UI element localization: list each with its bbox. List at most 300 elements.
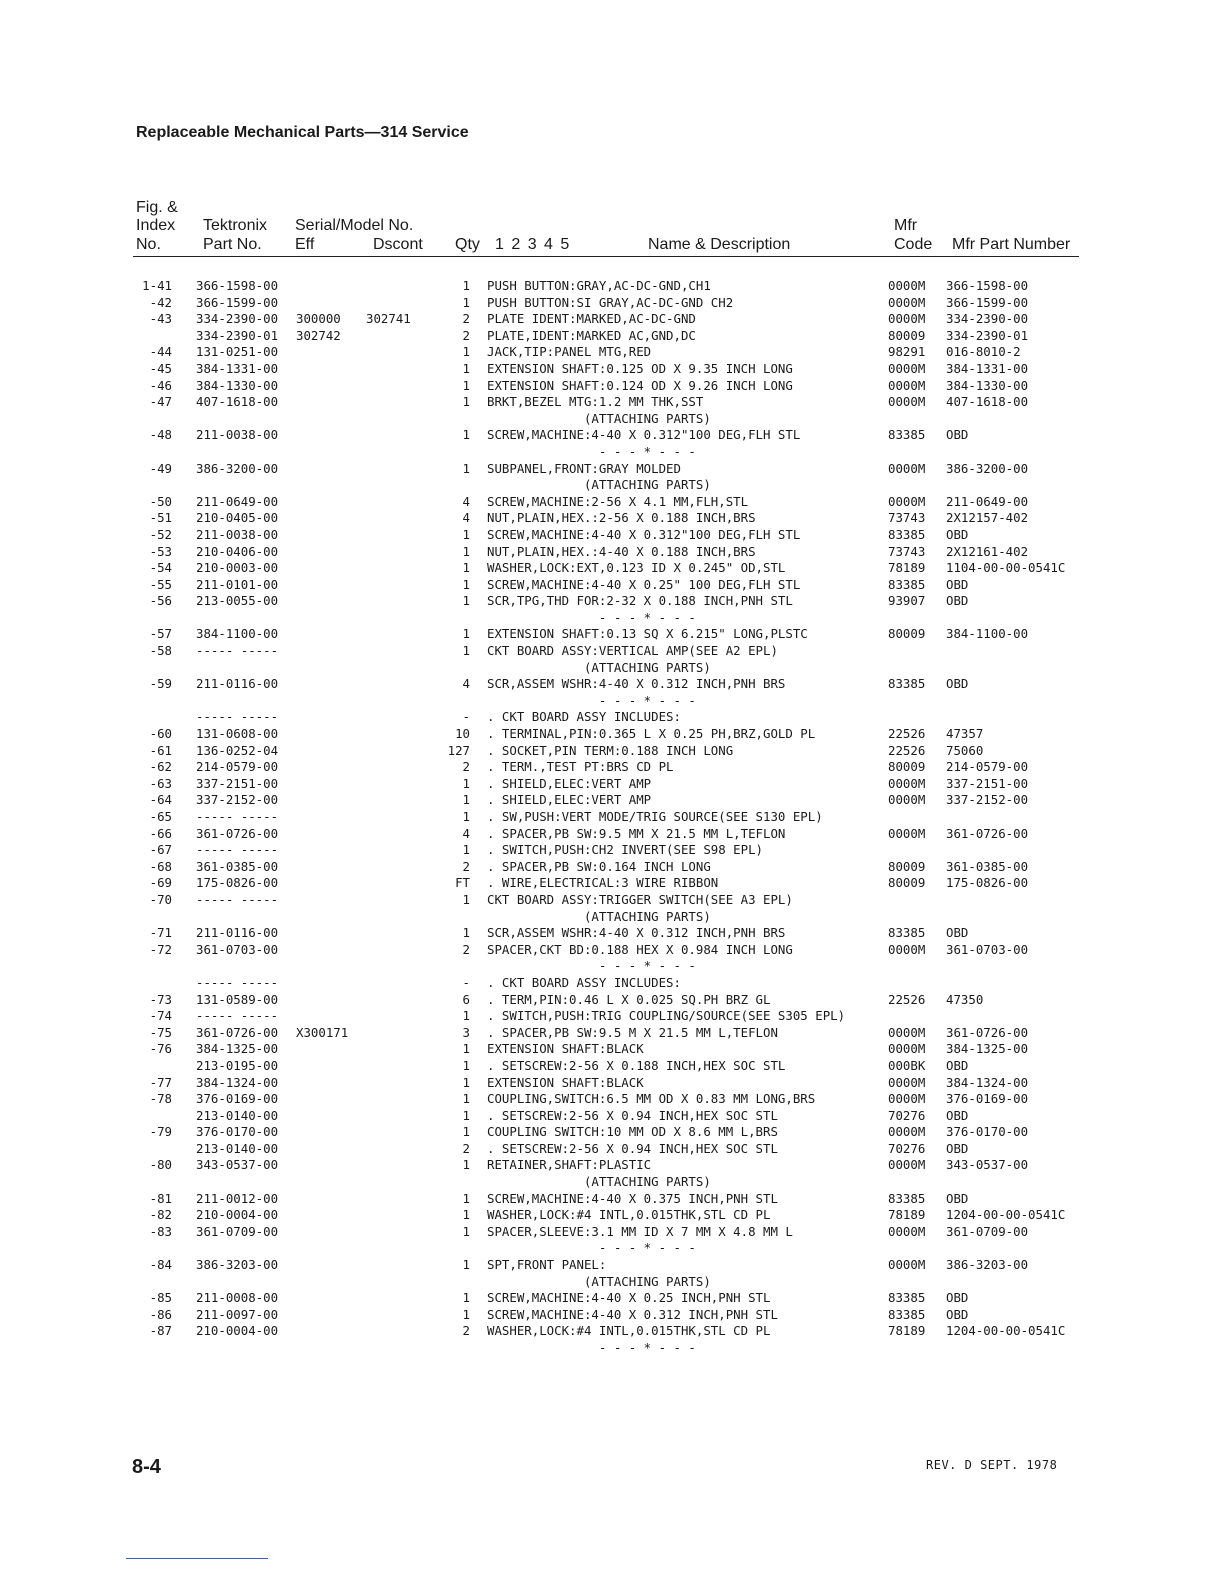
cell-name-description: . SWITCH,PUSH:TRIG COUPLING/SOURCE(SEE S305 EPL) <box>487 1008 846 1024</box>
cell-name-description: . SW,PUSH:VERT MODE/TRIG SOURCE(SEE S130 EPL) <box>487 809 823 824</box>
cell-mfr-code: 83385 <box>888 1190 926 1206</box>
cell-mfr-code: 73743 <box>888 543 926 559</box>
cell-name-description: SCREW,MACHINE:2-56 X 4.1 MM,FLH,STL <box>487 493 749 509</box>
cell-name-description: . SPACER,PB SW:9.5 MM X 21.5 MM L,TEFLON <box>487 825 786 841</box>
cell-mfr-code: 73743 <box>888 510 926 526</box>
cell-qty: 1 <box>462 294 470 310</box>
cell-qty: 1 <box>462 460 470 476</box>
cell-name-description: CKT BOARD ASSY:TRIGGER SWITCH(SEE A3 EPL) <box>487 891 793 907</box>
cell-mfr-code: 0000M <box>888 1223 926 1239</box>
cell-mfr-code: 0000M <box>888 792 926 808</box>
cell-qty: 1 <box>462 1008 470 1024</box>
cell-index-no: -72 <box>149 941 172 957</box>
cell-part-no: 386-3203-00 <box>196 1257 279 1273</box>
table-row <box>0 958 1224 975</box>
cell-mfr-part-number: 1104-00-00-0541C <box>946 560 1066 576</box>
cell-qty: 1 <box>462 344 470 360</box>
cell-name-description: . TERM,PIN:0.46 L X 0.025 SQ.PH BRZ GL <box>487 991 771 1007</box>
cell-qty: 1 <box>462 543 470 559</box>
cell-mfr-code: 0000M <box>888 1024 926 1040</box>
cell-name-description: - - - * - - - <box>487 958 696 974</box>
table-row <box>0 610 1224 627</box>
cell-mfr-code: 0000M <box>888 941 926 957</box>
cell-qty: 1 <box>462 1306 470 1322</box>
cell-index-no: -63 <box>149 775 172 791</box>
cell-index-no: -71 <box>149 925 172 941</box>
table-row <box>0 560 1224 577</box>
cell-qty: 4 <box>462 493 470 509</box>
table-row <box>0 544 1224 561</box>
cell-part-no: 384-1325-00 <box>196 1041 279 1057</box>
cell-index-no: -47 <box>149 394 172 410</box>
cell-index-no: -79 <box>149 1124 172 1140</box>
cell-mfr-part-number: 386-3203-00 <box>946 1257 1029 1273</box>
cell-mfr-part-number: 1204-00-00-0541C <box>946 1207 1066 1223</box>
cell-name-description: . SETSCREW:2-56 X 0.94 INCH,HEX SOC STL <box>487 1140 778 1156</box>
cell-name-description: SPACER,CKT BD:0.188 HEX X 0.984 INCH LONG <box>487 941 793 957</box>
cell-mfr-code: 0000M <box>888 1091 926 1107</box>
cell-mfr-code: 0000M <box>888 460 926 476</box>
table-row <box>0 444 1224 461</box>
cell-name-description: . SETSCREW:2-56 X 0.188 INCH,HEX SOC STL <box>487 1057 786 1073</box>
cell-mfr-code: 70276 <box>888 1107 926 1123</box>
cell-name-description: SCR,ASSEM WSHR:4-40 X 0.312 INCH,PNH BRS <box>487 925 786 941</box>
cell-index-no: -61 <box>149 742 172 758</box>
cell-mfr-part-number: 2X12157-402 <box>946 510 1029 526</box>
cell-mfr-code: 0000M <box>888 1074 926 1090</box>
cell-mfr-code: 0000M <box>888 775 926 791</box>
cell-part-no: 210-0003-00 <box>196 560 279 576</box>
cell-part-no: 384-1100-00 <box>196 626 279 642</box>
cell-name-description: - - - * - - - <box>487 609 696 625</box>
cell-name-description: EXTENSION SHAFT:0.125 OD X 9.35 INCH LONG <box>487 360 793 376</box>
cell-qty: 1 <box>462 1257 470 1273</box>
cell-index-no: -86 <box>149 1306 172 1322</box>
cell-part-no: 214-0579-00 <box>196 759 279 775</box>
cell-qty: 2 <box>462 311 470 327</box>
cell-qty: 2 <box>462 759 470 775</box>
table-row <box>0 1058 1224 1075</box>
cell-index-no: -60 <box>149 726 172 742</box>
cell-name-description: JACK,TIP:PANEL MTG,RED <box>487 344 652 360</box>
cell-mfr-code: 83385 <box>888 1306 926 1322</box>
cell-index-no: -46 <box>149 377 172 393</box>
table-row <box>0 776 1224 793</box>
table-row <box>0 892 1224 909</box>
cell-index-no: -56 <box>149 593 172 609</box>
cell-mfr-part-number: OBD <box>946 1140 969 1156</box>
cell-mfr-part-number: 337-2151-00 <box>946 775 1029 791</box>
cell-qty: 1 <box>462 360 470 376</box>
cell-part-no: 175-0826-00 <box>196 875 279 891</box>
cell-mfr-code: 83385 <box>888 676 926 692</box>
cell-mfr-part-number: 366-1599-00 <box>946 294 1029 310</box>
table-row <box>0 593 1224 610</box>
cell-index-no: -77 <box>149 1074 172 1090</box>
cell-name-description: - - - * - - - <box>487 443 696 459</box>
cell-part-no: 213-0055-00 <box>196 593 279 609</box>
cell-serial-eff: 302742 <box>296 327 341 343</box>
cell-name-description: (ATTACHING PARTS) <box>487 659 711 675</box>
cell-part-no: ----- ----- <box>196 974 279 990</box>
table-row <box>0 942 1224 959</box>
cell-qty: 1 <box>462 593 470 609</box>
cell-mfr-part-number: OBD <box>946 576 969 592</box>
cell-qty: 1 <box>462 1207 470 1223</box>
table-row <box>0 693 1224 710</box>
table-row <box>0 461 1224 478</box>
table-row <box>0 809 1224 826</box>
cell-qty: 1 <box>462 1290 470 1306</box>
cell-index-no: -76 <box>149 1041 172 1057</box>
cell-part-no: 407-1618-00 <box>196 394 279 410</box>
cell-serial-dscont: 302741 <box>366 311 411 327</box>
table-row <box>0 1207 1224 1224</box>
table-row <box>0 278 1224 295</box>
header-eff: Eff <box>295 236 315 253</box>
cell-name-description: EXTENSION SHAFT:BLACK <box>487 1074 644 1090</box>
cell-qty: 1 <box>462 891 470 907</box>
cell-qty: 1 <box>462 643 470 659</box>
cell-name-description: . CKT BOARD ASSY INCLUDES: <box>487 974 681 990</box>
cell-name-description: SCR,ASSEM WSHR:4-40 X 0.312 INCH,PNH BRS <box>487 676 786 692</box>
cell-mfr-code: 0000M <box>888 1041 926 1057</box>
table-row <box>0 626 1224 643</box>
cell-mfr-part-number: 47350 <box>946 991 984 1007</box>
cell-part-no: 337-2151-00 <box>196 775 279 791</box>
cell-part-no: 361-0709-00 <box>196 1223 279 1239</box>
cell-part-no: ----- ----- <box>196 809 279 824</box>
cell-mfr-part-number: 361-0726-00 <box>946 825 1029 841</box>
cell-name-description: WASHER,LOCK:EXT,0.123 ID X 0.245" OD,STL <box>487 560 786 576</box>
table-row <box>0 1141 1224 1158</box>
cell-mfr-part-number: OBD <box>946 1290 969 1306</box>
header-rule <box>133 256 1079 257</box>
table-row <box>0 643 1224 660</box>
cell-mfr-part-number: OBD <box>946 1306 969 1322</box>
cell-part-no: 211-0097-00 <box>196 1306 279 1322</box>
cell-qty: 1 <box>462 278 470 293</box>
cell-index-no: -74 <box>149 1008 172 1024</box>
cell-mfr-part-number: 47357 <box>946 726 984 742</box>
cell-mfr-code: 83385 <box>888 526 926 542</box>
cell-name-description: PLATE IDENT:MARKED,AC-DC-GND <box>487 311 696 327</box>
cell-name-description: (ATTACHING PARTS) <box>487 477 711 493</box>
cell-mfr-part-number: 334-2390-00 <box>946 311 1029 327</box>
cell-index-no: -82 <box>149 1207 172 1223</box>
cell-part-no: 211-0008-00 <box>196 1290 279 1306</box>
cell-qty: 1 <box>462 1041 470 1057</box>
cell-index-no: 1-41 <box>142 278 172 293</box>
cell-qty: FT <box>455 875 470 891</box>
table-row <box>0 759 1224 776</box>
cell-index-no: -83 <box>149 1223 172 1239</box>
cell-name-description: COUPLING,SWITCH:6.5 MM OD X 0.83 MM LONG,BRS <box>487 1091 816 1107</box>
cell-qty: 1 <box>462 526 470 542</box>
cell-name-description: . CKT BOARD ASSY INCLUDES: <box>487 709 681 725</box>
cell-mfr-part-number: 384-1324-00 <box>946 1074 1029 1090</box>
cell-index-no: -80 <box>149 1157 172 1173</box>
bottom-link-rule <box>126 1558 268 1559</box>
cell-name-description: EXTENSION SHAFT:0.124 OD X 9.26 INCH LONG <box>487 377 793 393</box>
table-row <box>0 792 1224 809</box>
cell-mfr-code: 83385 <box>888 576 926 592</box>
cell-name-description: SUBPANEL,FRONT:GRAY MOLDED <box>487 460 681 476</box>
cell-name-description: . WIRE,ELECTRICAL:3 WIRE RIBBON <box>487 875 719 891</box>
cell-qty: 1 <box>462 1223 470 1239</box>
table-row <box>0 1157 1224 1174</box>
cell-part-no: 131-0589-00 <box>196 991 279 1007</box>
table-row <box>0 494 1224 511</box>
cell-part-no: 213-0140-00 <box>196 1140 279 1156</box>
cell-name-description: CKT BOARD ASSY:VERTICAL AMP(SEE A2 EPL) <box>487 643 778 659</box>
cell-mfr-part-number: 361-0703-00 <box>946 941 1029 957</box>
cell-name-description: (ATTACHING PARTS) <box>487 410 711 426</box>
cell-index-no: -48 <box>149 427 172 443</box>
table-row <box>0 1290 1224 1307</box>
cell-part-no: 366-1599-00 <box>196 294 279 310</box>
cell-qty: 2 <box>462 1140 470 1156</box>
cell-qty: 10 <box>455 726 470 742</box>
cell-index-no: -66 <box>149 825 172 841</box>
cell-index-no: -62 <box>149 759 172 775</box>
cell-mfr-part-number: OBD <box>946 1107 969 1123</box>
table-row <box>0 527 1224 544</box>
table-row <box>0 394 1224 411</box>
cell-name-description: NUT,PLAIN,HEX.:4-40 X 0.188 INCH,BRS <box>487 543 756 559</box>
table-row <box>0 577 1224 594</box>
cell-index-no: -84 <box>149 1257 172 1273</box>
table-row <box>0 1041 1224 1058</box>
table-row <box>0 726 1224 743</box>
header-mfr: Mfr <box>894 217 918 234</box>
cell-part-no: 211-0012-00 <box>196 1190 279 1206</box>
cell-name-description: WASHER,LOCK:#4 INTL,0.015THK,STL CD PL <box>487 1323 771 1339</box>
cell-part-no: 211-0116-00 <box>196 925 279 941</box>
table-row <box>0 328 1224 345</box>
table-row <box>0 1124 1224 1141</box>
header-no: No. <box>136 236 161 253</box>
cell-part-no: 210-0004-00 <box>196 1207 279 1223</box>
cell-mfr-code: 83385 <box>888 925 926 941</box>
header-dscont: Dscont <box>373 236 423 253</box>
cell-mfr-code: 78189 <box>888 1207 926 1223</box>
cell-mfr-part-number: OBD <box>946 1190 969 1206</box>
cell-index-no: -87 <box>149 1323 172 1339</box>
cell-mfr-part-number: 016-8010-2 <box>946 344 1021 360</box>
cell-index-no: -51 <box>149 510 172 526</box>
cell-qty: 1 <box>462 1074 470 1090</box>
cell-mfr-code: 22526 <box>888 726 926 742</box>
cell-name-description: SCREW,MACHINE:4-40 X 0.312 INCH,PNH STL <box>487 1306 778 1322</box>
cell-part-no: ----- ----- <box>196 643 279 659</box>
cell-name-description: NUT,PLAIN,HEX.:2-56 X 0.188 INCH,BRS <box>487 510 756 526</box>
page-title: Replaceable Mechanical Parts—314 Service <box>136 124 469 141</box>
table-row <box>0 1274 1224 1291</box>
parts-table <box>0 278 1224 1357</box>
cell-name-description: . SOCKET,PIN TERM:0.188 INCH LONG <box>487 742 734 758</box>
cell-qty: - <box>462 974 470 990</box>
cell-qty: 1 <box>462 842 470 858</box>
table-row <box>0 842 1224 859</box>
cell-qty: 2 <box>462 1323 470 1339</box>
cell-mfr-part-number: 361-0726-00 <box>946 1024 1029 1040</box>
cell-name-description: - - - * - - - <box>487 1240 696 1256</box>
cell-qty: 1 <box>462 1091 470 1107</box>
header-fig: Fig. & <box>136 199 178 216</box>
cell-mfr-part-number: 376-0169-00 <box>946 1091 1029 1107</box>
cell-part-no: 131-0251-00 <box>196 344 279 360</box>
cell-name-description: . SHIELD,ELEC:VERT AMP <box>487 792 652 808</box>
cell-mfr-part-number: OBD <box>946 526 969 542</box>
cell-name-description: . SHIELD,ELEC:VERT AMP <box>487 775 652 791</box>
cell-qty: 2 <box>462 941 470 957</box>
cell-part-no: 213-0140-00 <box>196 1107 279 1123</box>
cell-qty: 127 <box>447 742 470 758</box>
cell-mfr-part-number: 361-0709-00 <box>946 1223 1029 1239</box>
cell-mfr-code: 22526 <box>888 991 926 1007</box>
cell-mfr-code: 78189 <box>888 560 926 576</box>
cell-part-no: 211-0116-00 <box>196 676 279 692</box>
cell-qty: 1 <box>462 925 470 941</box>
cell-mfr-code: 98291 <box>888 344 926 360</box>
cell-qty: 1 <box>462 576 470 592</box>
cell-qty: 1 <box>462 1057 470 1073</box>
cell-name-description: . SETSCREW:2-56 X 0.94 INCH,HEX SOC STL <box>487 1107 778 1123</box>
cell-index-no: -44 <box>149 344 172 360</box>
cell-index-no: -67 <box>149 842 172 858</box>
cell-part-no: ----- ----- <box>196 1008 279 1024</box>
cell-mfr-code: 0000M <box>888 394 926 410</box>
cell-index-no: -57 <box>149 626 172 642</box>
cell-mfr-code: 0000M <box>888 377 926 393</box>
cell-name-description: - - - * - - - <box>487 692 696 708</box>
cell-qty: 1 <box>462 394 470 410</box>
cell-mfr-code: 93907 <box>888 593 926 609</box>
cell-mfr-part-number: 376-0170-00 <box>946 1124 1029 1140</box>
cell-mfr-part-number: 334-2390-01 <box>946 327 1029 343</box>
cell-index-no: -52 <box>149 526 172 542</box>
cell-qty: 1 <box>462 626 470 642</box>
cell-name-description: SCREW,MACHINE:4-40 X 0.25" 100 DEG,FLH STL <box>487 576 801 592</box>
table-row <box>0 1025 1224 1042</box>
cell-name-description: (ATTACHING PARTS) <box>487 908 711 924</box>
cell-mfr-part-number: 386-3200-00 <box>946 460 1029 476</box>
cell-name-description: EXTENSION SHAFT:0.13 SQ X 6.215" LONG,PLSTC <box>487 626 808 642</box>
cell-index-no: -49 <box>149 460 172 476</box>
header-serial-model: Serial/Model No. <box>295 217 414 234</box>
cell-name-description: BRKT,BEZEL MTG:1.2 MM THK,SST <box>487 394 704 410</box>
cell-name-description: PUSH BUTTON:SI GRAY,AC-DC-GND CH2 <box>487 294 734 310</box>
cell-qty: 1 <box>462 427 470 443</box>
cell-qty: 1 <box>462 809 470 824</box>
table-row <box>0 859 1224 876</box>
cell-part-no: 131-0608-00 <box>196 726 279 742</box>
cell-name-description: COUPLING SWITCH:10 MM OD X 8.6 MM L,BRS <box>487 1124 778 1140</box>
cell-mfr-part-number: 384-1331-00 <box>946 360 1029 376</box>
cell-mfr-part-number: OBD <box>946 925 969 941</box>
cell-index-no: -43 <box>149 311 172 327</box>
header-part-no: Part No. <box>203 236 262 253</box>
cell-name-description: PUSH BUTTON:GRAY,AC-DC-GND,CH1 <box>487 278 711 293</box>
table-row <box>0 1191 1224 1208</box>
table-row <box>0 361 1224 378</box>
cell-mfr-part-number: OBD <box>946 1057 969 1073</box>
table-row <box>0 477 1224 494</box>
cell-part-no: 384-1324-00 <box>196 1074 279 1090</box>
cell-mfr-part-number: 2X12161-402 <box>946 543 1029 559</box>
cell-part-no: 343-0537-00 <box>196 1157 279 1173</box>
cell-index-no: -55 <box>149 576 172 592</box>
cell-mfr-code: 80009 <box>888 858 926 874</box>
cell-index-no: -85 <box>149 1290 172 1306</box>
table-row <box>0 660 1224 677</box>
revision-date: REV. D SEPT. 1978 <box>926 1458 1058 1472</box>
cell-qty: 4 <box>462 825 470 841</box>
cell-name-description: . TERMINAL,PIN:0.365 L X 0.25 PH,BRZ,GOLD PL <box>487 726 816 742</box>
cell-mfr-part-number: 211-0649-00 <box>946 493 1029 509</box>
table-row <box>0 1257 1224 1274</box>
cell-name-description: (ATTACHING PARTS) <box>487 1273 711 1289</box>
cell-mfr-code: 80009 <box>888 759 926 775</box>
cell-part-no: 376-0170-00 <box>196 1124 279 1140</box>
cell-mfr-part-number: OBD <box>946 593 969 609</box>
table-row <box>0 1340 1224 1357</box>
cell-index-no: -64 <box>149 792 172 808</box>
cell-mfr-code: 0000M <box>888 825 926 841</box>
cell-name-description: - - - * - - - <box>487 1340 696 1355</box>
cell-index-no: -65 <box>149 809 172 824</box>
cell-name-description: SCREW,MACHINE:4-40 X 0.25 INCH,PNH STL <box>487 1290 771 1306</box>
cell-name-description: (ATTACHING PARTS) <box>487 1174 711 1190</box>
cell-part-no: 384-1330-00 <box>196 377 279 393</box>
cell-qty: 2 <box>462 327 470 343</box>
cell-part-no: ----- ----- <box>196 842 279 858</box>
header-mfr-part-number: Mfr Part Number <box>952 236 1071 253</box>
table-row <box>0 875 1224 892</box>
cell-index-no: -68 <box>149 858 172 874</box>
cell-index-no: -75 <box>149 1024 172 1040</box>
cell-mfr-part-number: 366-1598-00 <box>946 278 1029 293</box>
cell-part-no: 211-0038-00 <box>196 526 279 542</box>
cell-mfr-code: 80009 <box>888 875 926 891</box>
cell-serial-eff: 300000 <box>296 311 341 327</box>
cell-mfr-code: 78189 <box>888 1323 926 1339</box>
cell-mfr-code: 0000M <box>888 1257 926 1273</box>
cell-mfr-code: 0000M <box>888 294 926 310</box>
table-row <box>0 975 1224 992</box>
cell-name-description: . SWITCH,PUSH:CH2 INVERT(SEE S98 EPL) <box>487 842 764 858</box>
table-row <box>0 925 1224 942</box>
cell-index-no: -78 <box>149 1091 172 1107</box>
cell-part-no: 376-0169-00 <box>196 1091 279 1107</box>
cell-mfr-code: 83385 <box>888 427 926 443</box>
cell-name-description: . SPACER,PB SW:0.164 INCH LONG <box>487 858 711 874</box>
cell-index-no: -73 <box>149 991 172 1007</box>
table-row <box>0 1224 1224 1241</box>
cell-index-no: -53 <box>149 543 172 559</box>
cell-index-no: -70 <box>149 891 172 907</box>
cell-mfr-code: 83385 <box>888 1290 926 1306</box>
cell-part-no: 361-0726-00 <box>196 825 279 841</box>
cell-index-no: -69 <box>149 875 172 891</box>
cell-part-no: ----- ----- <box>196 709 279 725</box>
cell-mfr-code: 80009 <box>888 327 926 343</box>
cell-name-description: SPACER,SLEEVE:3.1 MM ID X 7 MM X 4.8 MM L <box>487 1223 793 1239</box>
header-index: Index <box>136 217 176 234</box>
cell-qty: - <box>462 709 470 725</box>
cell-index-no: -81 <box>149 1190 172 1206</box>
